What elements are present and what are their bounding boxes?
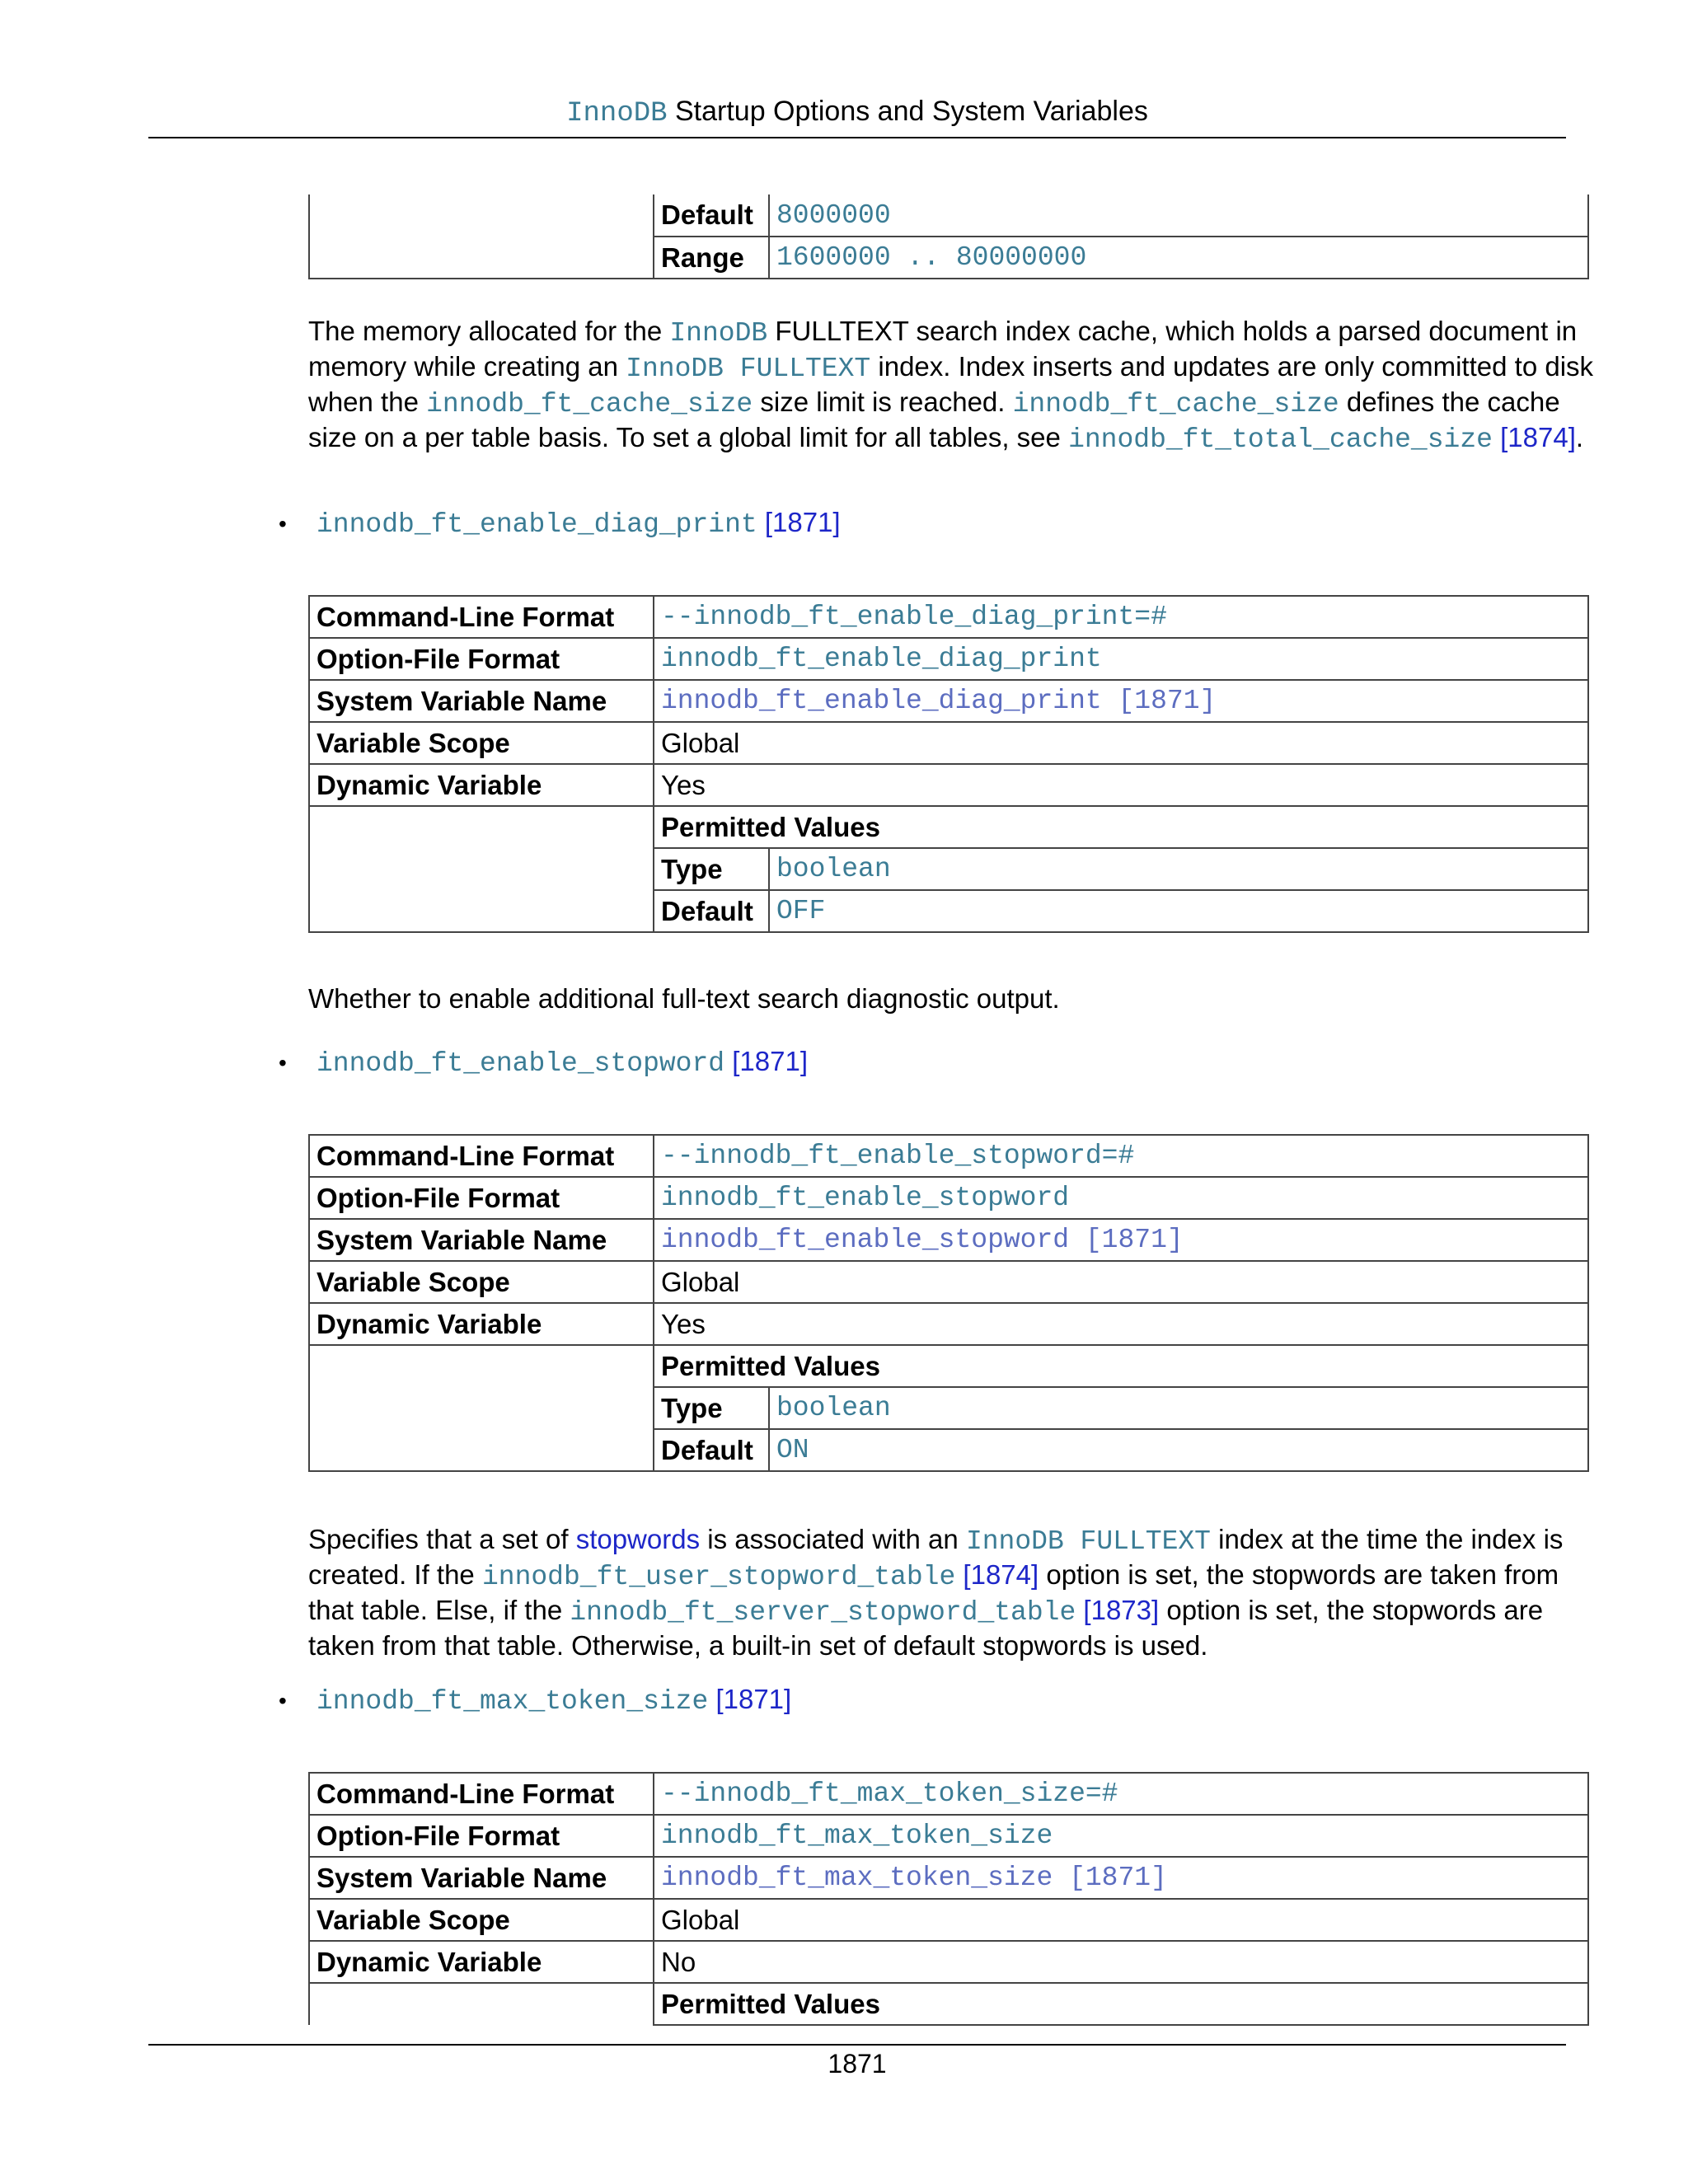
enable-stopword-table [308, 1134, 1589, 1472]
cmd-label: Command-Line Format [309, 1773, 654, 1815]
type-value: boolean [769, 1387, 1588, 1429]
dyn-label: Dynamic Variable [309, 1303, 654, 1345]
permitted-values-label: Permitted Values [654, 806, 1588, 848]
default-value: 8000000 [769, 194, 1588, 237]
table-blank-cell [309, 806, 654, 932]
header-title: Startup Options and System Variables [674, 96, 1148, 127]
top-values-table [308, 194, 1589, 279]
server-stopword-table-ref[interactable]: [1873] [1076, 1595, 1160, 1625]
cmd-label: Command-Line Format [309, 1135, 654, 1177]
opt-label: Option-File Format [309, 1177, 654, 1219]
cache-size-link[interactable]: innodb_ft_cache_size [1012, 389, 1339, 419]
footer-rule [148, 2044, 1566, 2046]
max-token-size-table [308, 1772, 1589, 2026]
range-value: 1600000 .. 80000000 [769, 237, 1588, 279]
permitted-values-label: Permitted Values [654, 1983, 1588, 2025]
dyn-label: Dynamic Variable [309, 1941, 654, 1983]
total-cache-size-ref[interactable]: [1874] [1492, 422, 1576, 452]
diag-print-table [308, 595, 1589, 933]
type-label: Type [654, 848, 769, 890]
scope-label: Variable Scope [309, 722, 654, 764]
dyn-value: No [654, 1941, 1588, 1983]
cache-size-description: The memory allocated for the InnoDB FULLTEXT search index cache, which holds a parsed document in memory while creating an InnoDB FULLTEXT index. Index inserts and updates are only committed to disk when the innodb_ft_cache_size size limit is reached. innodb_ft_cache_size defines the cache size on a per table basis. To set a global limit for all tables, see innodb_ft_total_cache_size [1874]. [308, 316, 1594, 455]
sys-value[interactable]: innodb_ft_enable_diag_print [1871] [654, 680, 1588, 722]
diag-print-name[interactable]: innodb_ft_enable_diag_print [316, 509, 757, 540]
permitted-values-label: Permitted Values [654, 1345, 1588, 1387]
range-label: Range [654, 237, 769, 279]
sys-label: System Variable Name [309, 1857, 654, 1899]
table-blank-cell [309, 1345, 654, 1471]
dyn-value: Yes [654, 764, 1588, 806]
scope-label: Variable Scope [309, 1899, 654, 1941]
enable-stopword-ref[interactable]: [1871] [724, 1046, 809, 1076]
bullet-dot-icon: • [279, 511, 287, 537]
header-code: InnoDB [566, 98, 668, 129]
opt-label: Option-File Format [309, 1815, 654, 1857]
page-number: 1871 [828, 2049, 887, 2079]
dyn-label: Dynamic Variable [309, 764, 654, 806]
user-stopword-table-link[interactable]: innodb_ft_user_stopword_table [481, 1562, 956, 1592]
cmd-value: --innodb_ft_enable_diag_print=# [654, 596, 1588, 638]
enable-stopword-name[interactable]: innodb_ft_enable_stopword [316, 1048, 725, 1079]
cmd-label: Command-Line Format [309, 596, 654, 638]
scope-value: Global [654, 1899, 1588, 1941]
sys-value[interactable]: innodb_ft_enable_stopword [1871] [654, 1219, 1588, 1261]
default-label: Default [654, 1429, 769, 1471]
bullet-diag-print [279, 506, 841, 541]
scope-value: Global [654, 1261, 1588, 1303]
enable-stopword-description: Specifies that a set of stopwords is associated with an InnoDB FULLTEXT index at the time the index is created. If the innodb_ft_user_stopword_table [1874] option is set, the stopwords are taken from that table. Else, if the innodb_ft_server_stopword_table [1873] option is set, the stopwords are taken from that table. Otherwise, a built-in set of default stopwords is used. [308, 1524, 1564, 1661]
type-value: boolean [769, 848, 1588, 890]
opt-label: Option-File Format [309, 638, 654, 680]
default-label: Default [654, 890, 769, 932]
diag-print-description: Whether to enable additional full-text search diagnostic output. [308, 983, 1060, 1014]
table-blank-cell [309, 1983, 654, 2025]
scope-value: Global [654, 722, 1588, 764]
opt-value: innodb_ft_enable_diag_print [654, 638, 1588, 680]
sys-label: System Variable Name [309, 680, 654, 722]
bullet-max-token-size [279, 1683, 791, 1718]
bullet-dot-icon: • [279, 1050, 287, 1076]
opt-value: innodb_ft_enable_stopword [654, 1177, 1588, 1219]
type-label: Type [654, 1387, 769, 1429]
stopwords-link[interactable]: stopwords [575, 1524, 701, 1554]
default-value: OFF [769, 890, 1588, 932]
table-blank-cell [309, 194, 654, 279]
bullet-enable-stopword [279, 1045, 808, 1080]
cmd-value: --innodb_ft_max_token_size=# [654, 1773, 1588, 1815]
scope-label: Variable Scope [309, 1261, 654, 1303]
diag-print-ref[interactable]: [1871] [757, 507, 841, 537]
user-stopword-table-ref[interactable]: [1874] [955, 1559, 1039, 1590]
default-label: Default [654, 194, 769, 237]
max-token-size-ref[interactable]: [1871] [708, 1684, 792, 1714]
page-header [0, 96, 1688, 129]
cmd-value: --innodb_ft_enable_stopword=# [654, 1135, 1588, 1177]
sys-label: System Variable Name [309, 1219, 654, 1261]
opt-value: innodb_ft_max_token_size [654, 1815, 1588, 1857]
header-rule [148, 137, 1566, 138]
sys-value[interactable]: innodb_ft_max_token_size [1871] [654, 1857, 1588, 1899]
total-cache-size-link[interactable]: innodb_ft_total_cache_size [1068, 424, 1493, 455]
bullet-dot-icon: • [279, 1688, 287, 1714]
default-value: ON [769, 1429, 1588, 1471]
max-token-size-name[interactable]: innodb_ft_max_token_size [316, 1686, 709, 1717]
server-stopword-table-link[interactable]: innodb_ft_server_stopword_table [570, 1597, 1076, 1628]
dyn-value: Yes [654, 1303, 1588, 1345]
